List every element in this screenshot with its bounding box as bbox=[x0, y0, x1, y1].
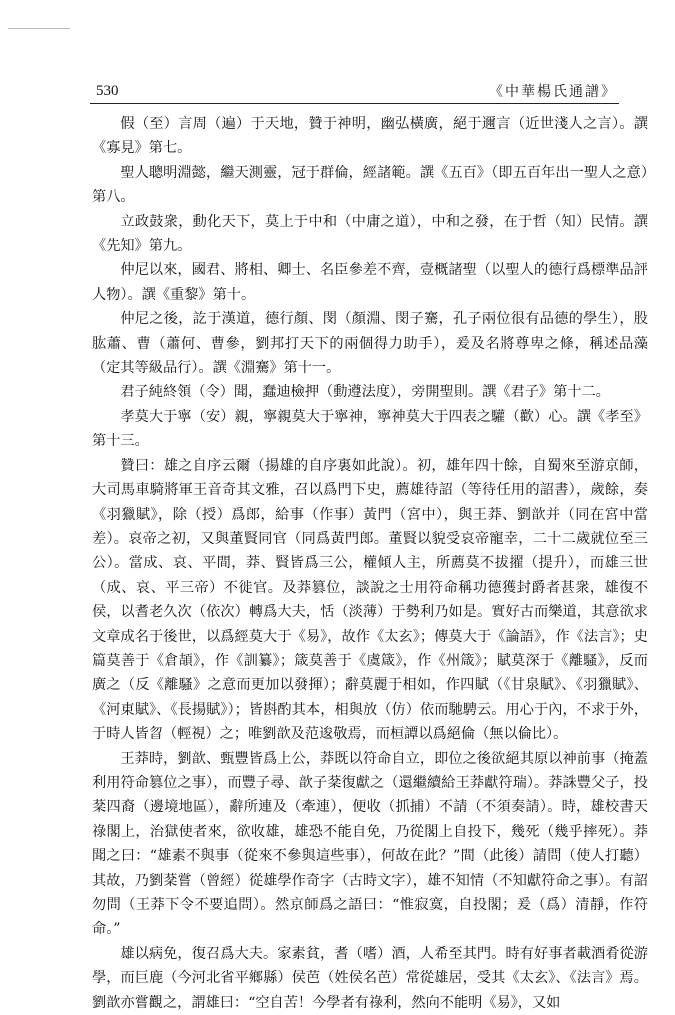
paragraph: 君子純終領（令）聞，蠢迪檢押（動遵法度），旁開聖則。譔《君子》第十二。 bbox=[120, 384, 610, 401]
paragraph: 孝莫大于寧（安）親，寧親莫大于寧神，寧神莫大于四表之驩（歡）心。譔《孝至》第十三。 bbox=[92, 408, 648, 450]
header-rule bbox=[90, 103, 619, 104]
paragraph: 立政鼓衆，動化天下，莫上于中和（中庸之道），中和之發，在于哲（知）民情。譔《先知》第九。 bbox=[92, 213, 648, 255]
paragraph: 贊曰：雄之自序云爾（揚雄的自序裏如此說）。初，雄年四十餘，自蜀來至游京師，大司馬車騎將軍王音奇其文雅，召以爲門下史，薦雄待詔（等待任用的詔書），歲餘，奏《羽獵賦》，除（授）爲郎，給事（作事）黃門（宮中），與王莽、劉歆并（同在宮中當差）。哀帝之初，又與董賢同官（同爲黃門郎。董賢以貌受哀帝寵幸，二十二歲就位至三公）。當成、哀、平間，莽、賢皆爲三公，權傾人主，所薦莫不拔擢（提升），而雄三世（成、哀、平三帝）不徙官。及莽篡位，談說之士用符命稱功德獲封爵者甚衆，雄復不侯，以耆老久次（依次）轉爲大夫，恬（淡薄）于勢利乃如是。實好古而樂道，其意欲求文章成名于後世，以爲經莫大于《易》，故作《太玄》；傳莫大于《論語》，作《法言》；史篇莫善于《倉頡》，作《訓纂》；箴莫善于《虞箴》，作《州箴》；賦莫深于《離騷》，反而廣之（反《離騷》之意而更加以發揮）；辭莫麗于相如，作四賦（《甘泉賦》、《羽獵賦》、《河東賦》、《長揚賦》）；皆斟酌其本，相與放（仿）依而馳騁云。用心于內，不求于外，于時人皆曶（輕視）之；唯劉歆及范逡敬焉，而桓譚以爲絕倫（無以倫比）。 bbox=[92, 457, 648, 743]
running-title: 《中華楊氏通譜》 bbox=[489, 84, 617, 100]
page-number: 530 bbox=[96, 83, 119, 99]
scan-edge-mark bbox=[8, 28, 70, 29]
paragraph: 雄以病免，復召爲大夫。家素貧，耆（嗜）酒，人希至其門。時有好事者載酒肴從游學，而巨鹿（今河北省平鄉縣）侯芭（姓侯名芭）常從雄居，受其《太玄》、《法言》焉。劉歆亦嘗觀之，謂雄曰：“空自苦！今學者有祿利，然向不能明《易》，又如 bbox=[92, 945, 648, 1011]
paragraph: 王莽時，劉歆、甄豐皆爲上公，莽既以符命自立，即位之後欲絕其原以神前事（掩蓋利用符命篡位之事），而豐子尋、歆子棻復獻之（還繼續給王莽獻符瑞）。莽誅豐父子，投棻四裔（邊境地區），辭所連及（牽連），便收（抓捕）不請（不須奏請）。時，雄校書天祿閣上，治獄使者來，欲收雄，雄恐不能自免，乃從閣上自投下，幾死（幾乎摔死）。莽聞之曰：“雄素不與事（從來不參與這些事），何故在此？”間（此後）請問（使人打聽）其故，乃劉棻嘗（曾經）從雄學作奇字（古時文字），雄不知情（不知獻符命之事）。有詔勿問（王莽下令不要追問）。然京師爲之語曰：“惟寂寞，自投閣；爰（爲）清靜，作符命。” bbox=[92, 750, 648, 938]
body-text bbox=[92, 112, 648, 1011]
paragraph: 仲尼之後，訖于漢道，德行顏、閔（顏淵、閔子騫，孔子兩位很有品德的學生），股肱蕭、曹（蕭何、曹參，劉邦打天下的兩個得力助手），爰及名將尊卑之條，稱述品藻（定其等級品行）。譔《淵騫》第十一。 bbox=[92, 311, 648, 377]
paragraph: 仲尼以來，國君、將相、卿士、名臣參差不齊，壹概諸聖（以聖人的德行爲標準品評人物）。譔《重黎》第十。 bbox=[92, 262, 648, 303]
paragraph: 假（至）言周（遍）于天地，贊于神明，幽弘橫廣，絕于邇言（近世淺人之言）。譔《寡見》第七。 bbox=[92, 116, 648, 157]
paragraph: 聖人聰明淵懿，繼天測靈，冠于群倫，經諸範。譔《五百》（即五百年出一聖人之意）第八。 bbox=[92, 164, 648, 206]
